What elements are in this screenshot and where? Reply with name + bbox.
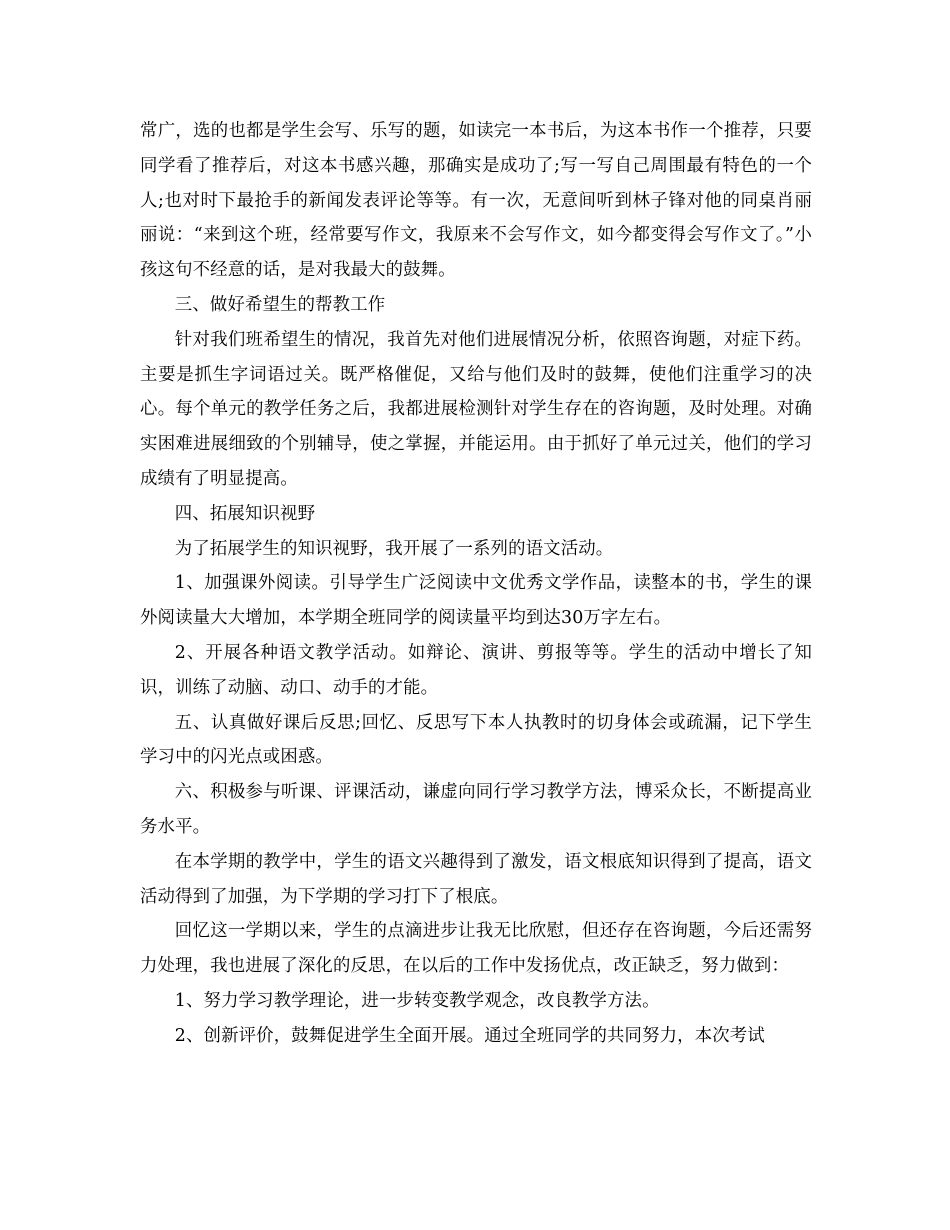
section-heading-3: 三、做好希望生的帮教工作 (174, 294, 386, 315)
paragraph: 在本学期的教学中，学生的语文兴趣得到了激发，语文根底知识得到了提高，语文活动得到了加强，为下学期的学习打下了根底。 (140, 851, 812, 907)
section-heading-5: 五、认真做好课后反思;回忆、反思写下本人执教时的切身体会或疏漏，记下学生学习中的闪光点或困惑。 (140, 712, 812, 768)
paragraph-continuation: 常广，选的也都是学生会写、乐写的题，如读完一本书后，为这本书作一个推荐，只要同学看了推荐后，对这本书感兴趣，那确实是成功了;写一写自己周围最有特色的一个人;也对时下最抢手的新闻发表评论等等。有一次，无意间听到林子锋对他的同桌肖丽丽说：“来到这个班，经常要写作文，我原来不会写作文，如今都变得会写作文了。”小孩这句不经意的话，是对我最大的鼓舞。 (140, 121, 812, 281)
list-item: 1、加强课外阅读。引导学生广泛阅读中文优秀文学作品，读整本的书，学生的课外阅读量大大增加，本学期全班同学的阅读量平均到达30万字左右。 (140, 573, 812, 629)
paragraph: 为了拓展学生的知识视野，我开展了一系列的语文活动。 (174, 538, 614, 559)
list-item: 2、创新评价，鼓舞促进学生全面开展。通过全班同学的共同努力，本次考试 (174, 1025, 765, 1046)
list-item: 2、开展各种语文教学活动。如辩论、演讲、剪报等等。学生的活动中增长了知识，训练了动脑、动口、动手的才能。 (140, 642, 812, 698)
section-heading-6: 六、积极参与听课、评课活动，谦虚向同行学习教学方法，博采众长，不断提高业务水平。 (140, 782, 812, 837)
paragraph: 回忆这一学期以来，学生的点滴进步让我无比欣慰，但还存在咨询题，今后还需努力处理，我也进展了深化的反思，在以后的工作中发扬优点，改正缺乏，努力做到： (140, 921, 812, 977)
document-body (140, 114, 812, 1054)
list-item: 1、努力学习教学理论，进一步转变教学观念，改良教学方法。 (174, 990, 660, 1011)
section-heading-4: 四、拓展知识视野 (174, 503, 316, 524)
paragraph: 针对我们班希望生的情况，我首先对他们进展情况分析，依照咨询题，对症下药。主要是抓生字词语过关。既严格催促，又给与他们及时的鼓舞，使他们注重学习的决心。每个单元的教学任务之后，我都进展检测针对学生存在的咨询题，及时处理。对确实困难进展细致的个别辅导，使之掌握，并能运用。由于抓好了单元过关，他们的学习成绩有了明显提高。 (140, 329, 812, 489)
